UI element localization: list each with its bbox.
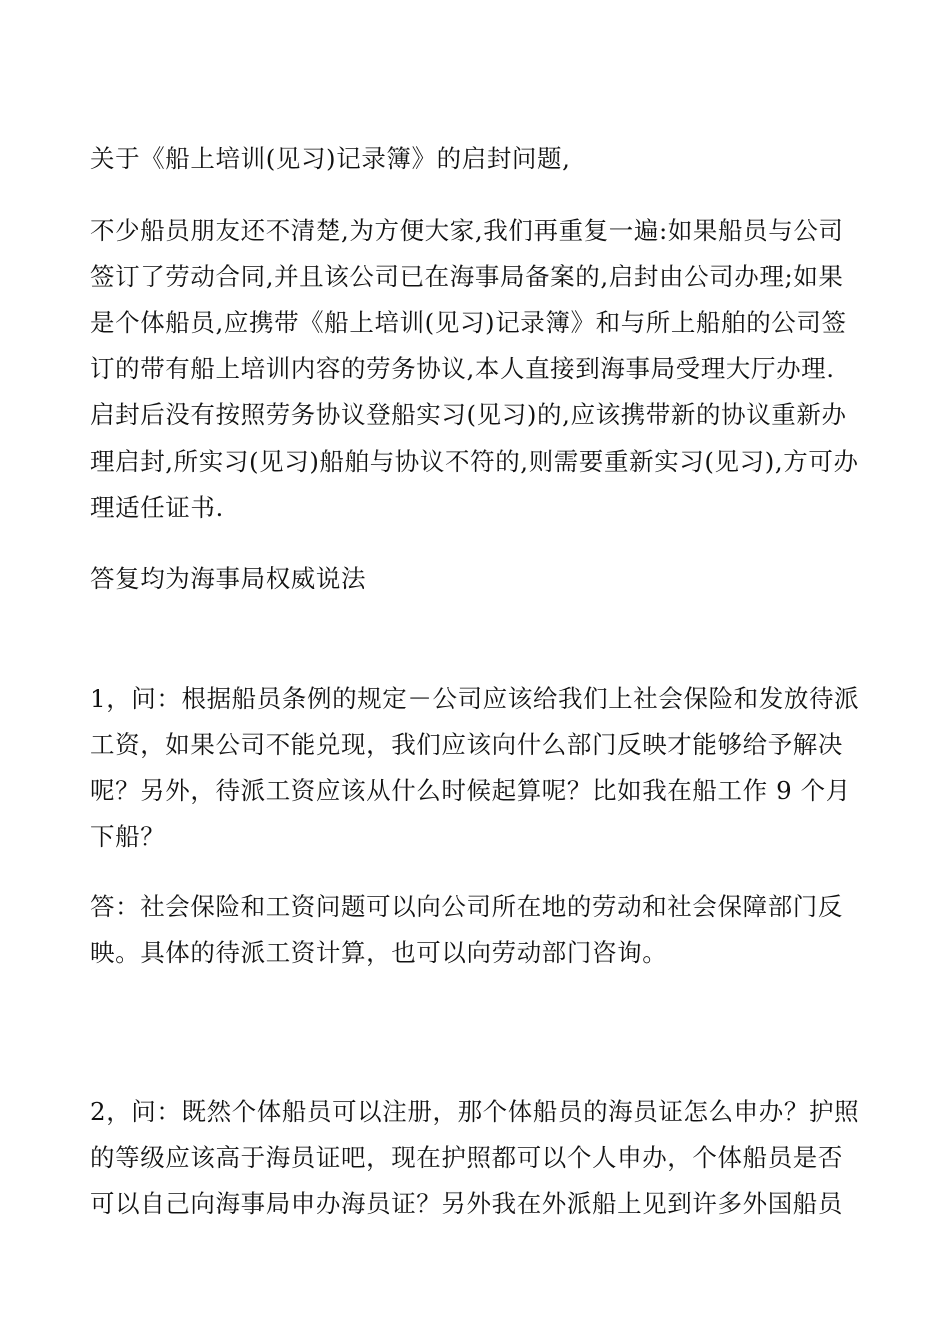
answer-1-line: 答：社会保险和工资问题可以向公司所在地的劳动和社会保障部门反	[90, 892, 843, 921]
question-1-line: 呢？另外，待派工资应该从什么时候起算呢？比如我在船工作 9 个月	[90, 776, 851, 805]
question-2-line: 的等级应该高于海员证吧，现在护照都可以个人申办，个体船员是否	[90, 1143, 843, 1172]
intro-line: 理启封,所实习(见习)船舶与协议不符的,则需要重新实习(见习),方可办	[90, 447, 859, 476]
question-1-line: 工资，如果公司不能兑现，我们应该向什么部门反映才能够给予解决	[90, 730, 843, 759]
document-title: 关于《船上培训(见习)记录簿》的启封问题,	[90, 144, 571, 173]
authority-note: 答复均为海事局权威说法	[90, 564, 367, 593]
question-2-line: 2，问：既然个体船员可以注册，那个体船员的海员证怎么申办？护照	[90, 1097, 860, 1126]
question-1-line: 下船？	[90, 822, 166, 851]
answer-1-line: 映。具体的待派工资计算，也可以向劳动部门咨询。	[90, 938, 668, 967]
intro-line: 理适任证书.	[90, 493, 224, 522]
question-2-line: 可以自己向海事局申办海员证？另外我在外派船上见到许多外国船员	[90, 1189, 843, 1218]
intro-line: 订的带有船上培训内容的劳务协议,本人直接到海事局受理大厅办理.	[90, 354, 835, 383]
intro-line: 启封后没有按照劳务协议登船实习(见习)的,应该携带新的协议重新办	[90, 400, 847, 429]
question-1-line: 1，问：根据船员条例的规定－公司应该给我们上社会保险和发放待派	[90, 684, 860, 713]
intro-line: 签订了劳动合同,并且该公司已在海事局备案的,启封由公司办理;如果	[90, 262, 844, 291]
intro-line: 是个体船员,应携带《船上培训(见习)记录簿》和与所上船舶的公司签	[90, 308, 847, 337]
intro-line: 不少船员朋友还不清楚,为方便大家,我们再重复一遍:如果船员与公司	[90, 216, 844, 245]
